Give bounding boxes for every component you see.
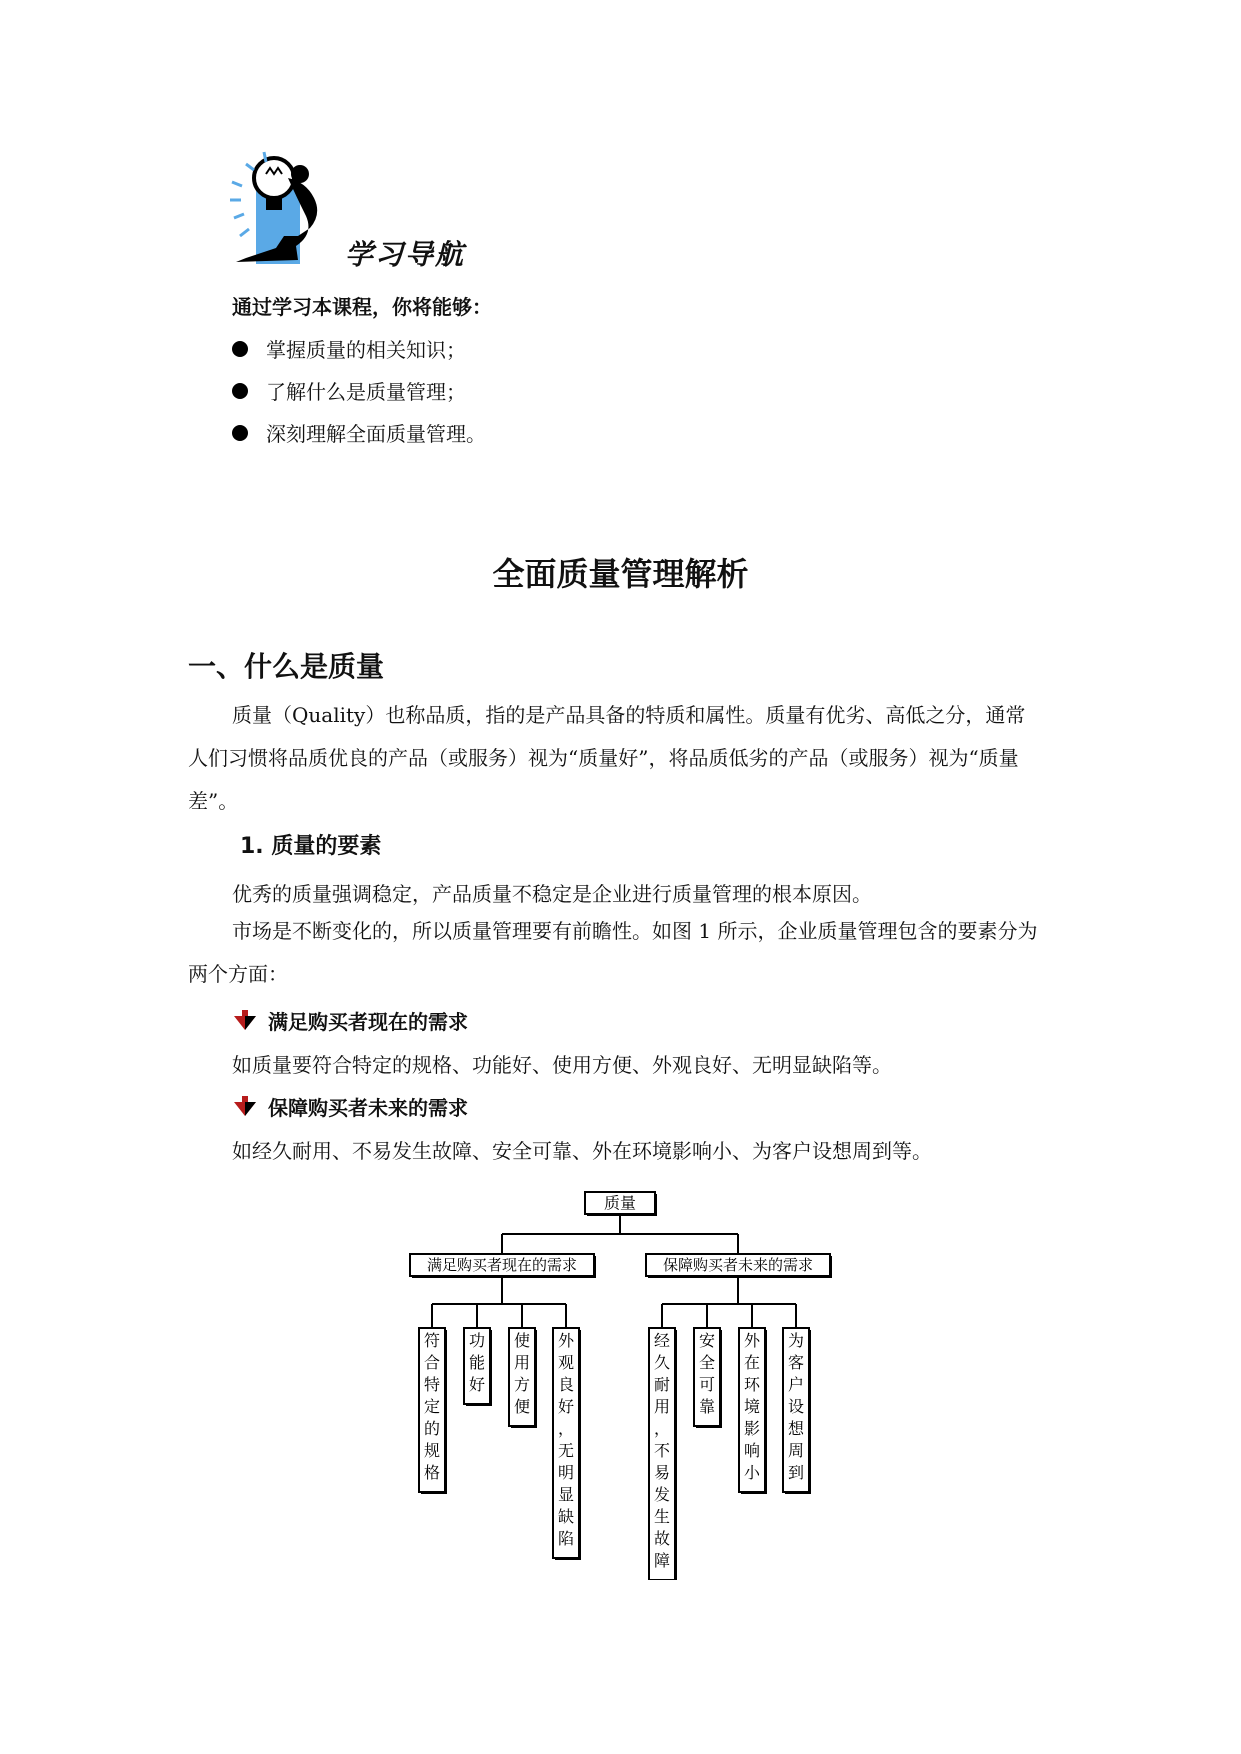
point-1-heading	[232, 1006, 468, 1035]
learning-goal-2	[232, 376, 466, 405]
diagram-branch-node	[646, 1254, 832, 1278]
point-heading-text: 满足购买者现在的需求	[268, 1010, 468, 1034]
diagram-leaf-node	[694, 1328, 722, 1428]
svg-text:满足购买者现在的需求: 满足购买者现在的需求	[426, 1256, 578, 1274]
svg-text:外观良好，无明显缺陷: 外观良好，无明显缺陷	[557, 1331, 575, 1548]
subsection-line-1: 优秀的质量强调稳定，产品质量不稳定是企业进行质量管理的根本原因。	[232, 882, 872, 906]
bullet-dot-icon	[232, 425, 248, 441]
arrow-bullet-icon	[232, 1010, 258, 1032]
point-1-text: 如质量要符合特定的规格、功能好、使用方便、外观良好、无明显缺陷等。	[232, 1053, 892, 1077]
diagram-leaf-node	[553, 1328, 581, 1560]
svg-text:为客户设想周到: 为客户设想周到	[787, 1331, 805, 1482]
subsection-heading: 1. 质量的要素	[240, 834, 382, 859]
svg-text:质量: 质量	[603, 1193, 637, 1213]
section-paragraph-1: 质量（Quality）也称品质，指的是产品具备的特质和属性。质量有优劣、高低之分，通常人们习惯将品质优良的产品（或服务）视为“质量好”，将品质低劣的产品（或服务）视为“质量差”。	[188, 703, 1026, 813]
learning-navigation-icon	[228, 148, 348, 272]
diagram-leaf-node	[509, 1328, 537, 1428]
svg-text:符合特定的规格: 符合特定的规格	[423, 1331, 441, 1482]
diagram-leaf-node	[464, 1328, 492, 1406]
lightbulb-thinker-icon	[228, 148, 348, 268]
svg-text:功能好: 功能好	[468, 1331, 486, 1394]
learning-intro: 通过学习本课程，你将能够：	[232, 295, 492, 319]
section-heading: 一、什么是质量	[188, 650, 385, 683]
goal-text: 深刻理解全面质量管理。	[266, 422, 486, 446]
diagram-root-node	[585, 1192, 657, 1216]
diagram-branch-node	[410, 1254, 596, 1278]
diagram-leaf-node	[649, 1328, 677, 1580]
quality-tree-svg	[400, 1190, 860, 1580]
learning-navigation-title: 学习导航	[345, 238, 466, 271]
learning-goal-1	[232, 334, 466, 363]
subsection-paragraph-2: 市场是不断变化的，所以质量管理要有前瞻性。如图 1 所示，企业质量管理包含的要素分为两个方面：	[188, 919, 1038, 986]
point-heading-text: 保障购买者未来的需求	[268, 1096, 468, 1120]
point-2-heading	[232, 1092, 468, 1121]
diagram-leaf-node	[419, 1328, 447, 1494]
svg-text:保障购买者未来的需求: 保障购买者未来的需求	[662, 1256, 814, 1274]
svg-text:外在环境影响小: 外在环境影响小	[743, 1331, 761, 1482]
bullet-dot-icon	[232, 383, 248, 399]
document-title: 全面质量管理解析	[492, 555, 749, 593]
diagram-leaf-node	[783, 1328, 811, 1494]
svg-text:经久耐用，不易发生故障: 经久耐用，不易发生故障	[653, 1331, 671, 1570]
diagram-leaf-node	[739, 1328, 767, 1494]
svg-text:安全可靠: 安全可靠	[698, 1331, 716, 1416]
bullet-dot-icon	[232, 341, 248, 357]
svg-text:使用方便: 使用方便	[513, 1331, 531, 1416]
goal-text: 了解什么是质量管理；	[266, 380, 466, 404]
arrow-bullet-icon	[232, 1096, 258, 1118]
learning-goal-3	[232, 418, 486, 447]
goal-text: 掌握质量的相关知识；	[266, 338, 466, 362]
quality-tree-diagram	[400, 1190, 860, 1584]
point-2-text: 如经久耐用、不易发生故障、安全可靠、外在环境影响小、为客户设想周到等。	[232, 1139, 932, 1163]
